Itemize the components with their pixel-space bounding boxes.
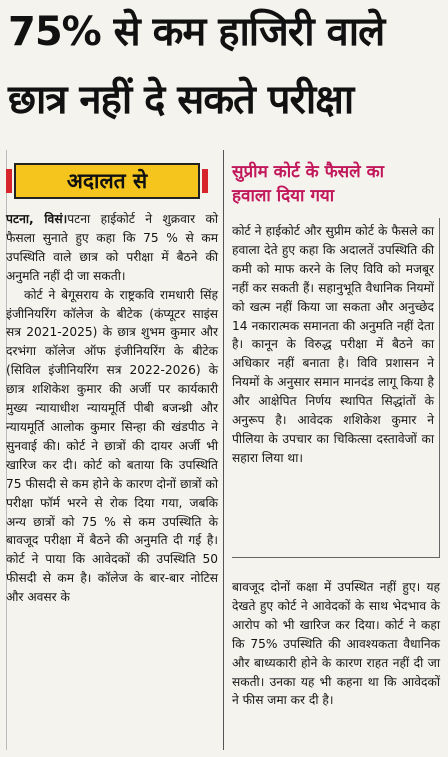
column-divider (223, 150, 224, 750)
sub-heading (232, 160, 442, 208)
left-para-1 (6, 210, 218, 286)
sub-heading-line-1: सुप्रीम कोर्ट के फैसले का (232, 162, 385, 182)
badge-accent-left (6, 169, 12, 193)
left-para-1-text: पटना हाईकोर्ट ने शुक्रवार को फैसला सुनाते हुए कहा कि 75 % से कम उपस्थिति वाले छात्र को परीक्षा में बैठने की अनुमति नहीं दी जा सकती। (6, 212, 218, 283)
badge-accent-right (202, 169, 208, 193)
dateline: पटना, विसं। (6, 212, 68, 226)
headline-line-2: छात्र नहीं दे सकते परीक्षा (8, 77, 354, 123)
right-continuation-text (232, 578, 440, 710)
left-column-text (6, 210, 218, 607)
section-badge (14, 163, 200, 199)
section-badge-label: अदालत से (66, 169, 148, 193)
right-boxed-text (232, 222, 434, 468)
headline-line-1: 75% से कम हाजिरी वाले (8, 9, 385, 55)
right-boxed-para: कोर्ट ने हाईकोर्ट और सुप्रीम कोर्ट के फैसले का हवाला देते हुए कहा कि अदालतें उपस्थिति की कमी को माफ करने के लिए विवि को मजबूर नहीं कर सकती हैं। सहानुभूति वैधानिक नियमों को खत्म नहीं किया जा सकता और अनुच्छेद 14 नकारात्मक समानता की अनुमति नहीं देता है। कानून के विरुद्ध परीक्षा में बैठने का अधिकार नहीं बनाता है। विवि प्रशासन ने नियमों के अनुसार समान मानदंड लागू किया है और आक्षेपित निर्णय स्थापित सिद्धांतों के अनुरूप है। आवेदक शशिकेश कुमार ने पीलिया के उपचार का चिकित्सा दस्तावेजों का सहारा लिया था। (232, 224, 434, 465)
left-para-2: कोर्ट ने बेगूसराय के राष्ट्रकवि रामधारी सिंह इंजीनियरिंग कॉलेज के बीटेक (कंप्यूटर साइंस सत्र 2021-2025) के छात्र शुभम कुमार और दरभंगा कॉलेज ऑफ इंजीनियरिंग के बीटेक (सिविल इंजीनियरिंग सत्र 2022-2026) के छात्र शशिकेश कुमार की अर्जी पर कार्यकारी मुख्य न्यायाधीश न्यायमूर्ति पीबी बजन्थ्री और न्यायमूर्ति आलोक कुमार सिन्हा की खंडपीठ ने सुनवाई की। कोर्ट ने छात्रों की दायर अर्जी भी खारिज कर दी। कोर्ट को बताया कि उपस्थिति 75 फीसदी से कम होने के कारण दोनों छात्रों को परीक्षा फॉर्म भरने से रोक दिया गया, जबकि अन्य छात्रों को 75 % से कम उपस्थिति के बावजूद परीक्षा में बैठने की अनुमति दी गई है। कोर्ट ने पाया कि आवेदकों की उपस्थिति 50 फीसदी से कम है। कॉलेज के बार-बार नोटिस और अवसर के (6, 287, 218, 605)
headline (0, 0, 448, 140)
right-continuation-para: बावजूद दोनों कक्षा में उपस्थित नहीं हुए। यह देखते हुए कोर्ट ने आवेदकों के साथ भेदभाव के आरोप को भी खारिज कर दिया। कोर्ट ने कहा कि 75% उपस्थिति की आवश्यकता वैधानिक और बाध्यकारी होने के कारण राहत नहीं दी जा सकती। उनका यह भी कहना था कि आवेदकों ने फीस जमा कर दी है। (232, 580, 440, 708)
sub-heading-line-2: हवाला दिया गया (232, 186, 335, 206)
